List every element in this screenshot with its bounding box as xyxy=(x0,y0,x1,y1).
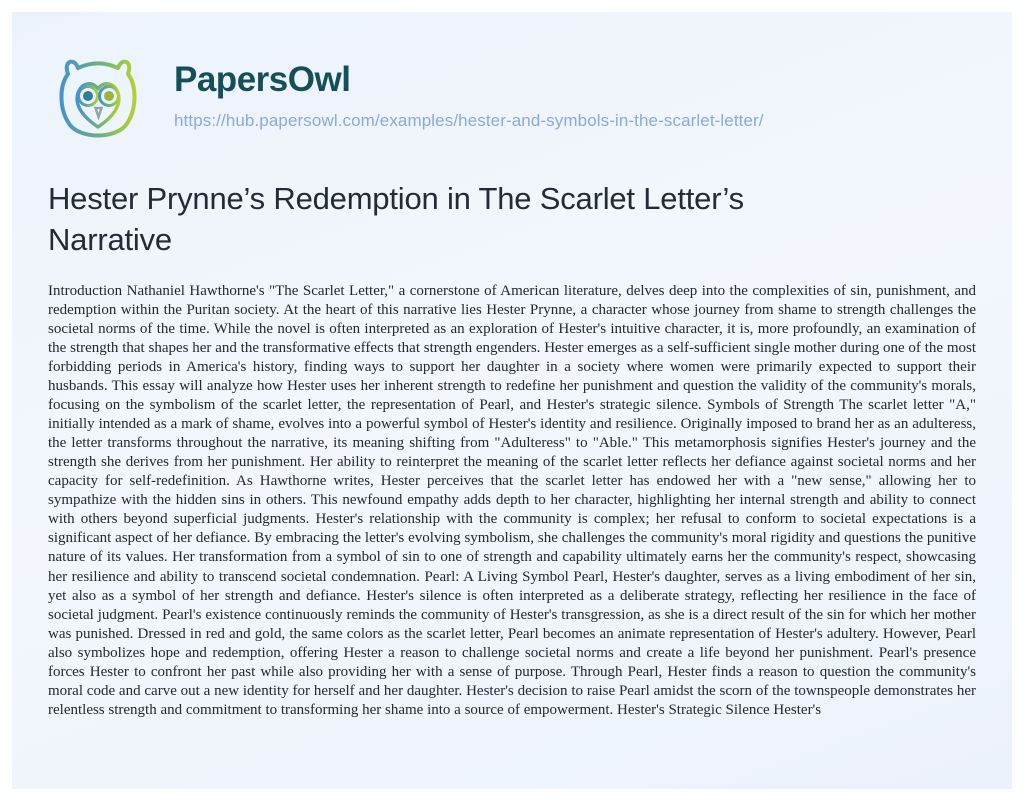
document-page xyxy=(12,12,1012,789)
papersowl-owl-logo-icon xyxy=(48,52,148,152)
owl-right-eye-pupil xyxy=(104,91,114,101)
header xyxy=(48,52,976,152)
owl-beak xyxy=(96,108,102,117)
owl-icon xyxy=(48,52,148,152)
brand-name: PapersOwl xyxy=(174,60,351,99)
brand-block xyxy=(174,52,764,131)
owl-left-eye-pupil xyxy=(83,91,93,101)
page-title: Hester Prynne’s Redemption in The Scarlet Letter’s Narrative xyxy=(48,181,744,257)
source-url-link[interactable]: https://hub.papersowl.com/examples/hester-and-symbols-in-the-scarlet-letter/ xyxy=(174,111,764,130)
essay-body-text: Introduction Nathaniel Hawthorne's "The Scarlet Letter," a cornerstone of American literature, delves deep into the complexities of sin, punishment, and redemption within the Puritan society. At the heart of this narrative lies Hester Prynne, a character whose journey from shame to strength challenges the societal norms of the time. While the novel is often interpreted as an exploration of Hester's intuitive character, it is, more profoundly, an examination of the strength that shapes her and the transformative effects that strength engenders. Hester emerges as a self-sufficient single mother during one of the most forbidding periods in America's history, finding ways to support her daughter in a society where women were primarily expected to support their husbands. This essay will analyze how Hester uses her inherent strength to redefine her punishment and question the validity of the community's morals, focusing on the symbolism of the scarlet letter, the representation of Pearl, and Hester's strategic silence. Symbols of Strength The scarlet letter "A," initially intended as a mark of shame, evolves into a powerful symbol of Hester's identity and resilience. Originally imposed to brand her as an adulteress, the letter transforms throughout the narrative, its meaning shifting from "Adulteress" to "Able." This metamorphosis signifies Hester's journey and the strength she derives from her punishment. Her ability to reinterpret the meaning of the scarlet letter reflects her defiance against societal norms and her capacity for self-redefinition. As Hawthorne writes, Hester perceives that the scarlet letter has endowed her with a "new sense," allowing her to sympathize with the hidden sins in others. This newfound empathy adds depth to her character, highlighting her internal strength and ability to connect with others beyond superficial judgments. Hester's relationship with the community is complex; her refusal to conform to societal expectations is a significant aspect of her defiance. By embracing the letter's evolving symbolism, she challenges the community's moral rigidity and questions the punitive nature of its values. Her transformation from a symbol of sin to one of strength and capability ultimately earns her the community's respect, showcasing her resilience and ability to transcend societal condemnation. Pearl: A Living Symbol Pearl, Hester's daughter, serves as a living embodiment of her sin, yet also as a symbol of her strength and defiance. Hester's silence is often interpreted as a deliberate strategy, reflecting her resilience in the face of societal judgment. Pearl's existence continuously reminds the community of Hester's transgression, as she is a direct result of the sin for which her mother was punished. Dressed in red and gold, the same colors as the scarlet letter, Pearl becomes an animate representation of Hester's adultery. However, Pearl also symbolizes hope and redemption, offering Hester a reason to challenge societal norms and create a life beyond her punishment. Pearl's presence forces Hester to confront her past while also providing her with a sense of purpose. Through Pearl, Hester finds a reason to question the community's moral code and carve out a new identity for herself and her daughter. Hester's decision to raise Pearl amidst the scorn of the townspeople demonstrates her relentless strength and commitment to transforming her shame into a source of empowerment. Hester's Strategic Silence Hester's xyxy=(48,282,976,718)
